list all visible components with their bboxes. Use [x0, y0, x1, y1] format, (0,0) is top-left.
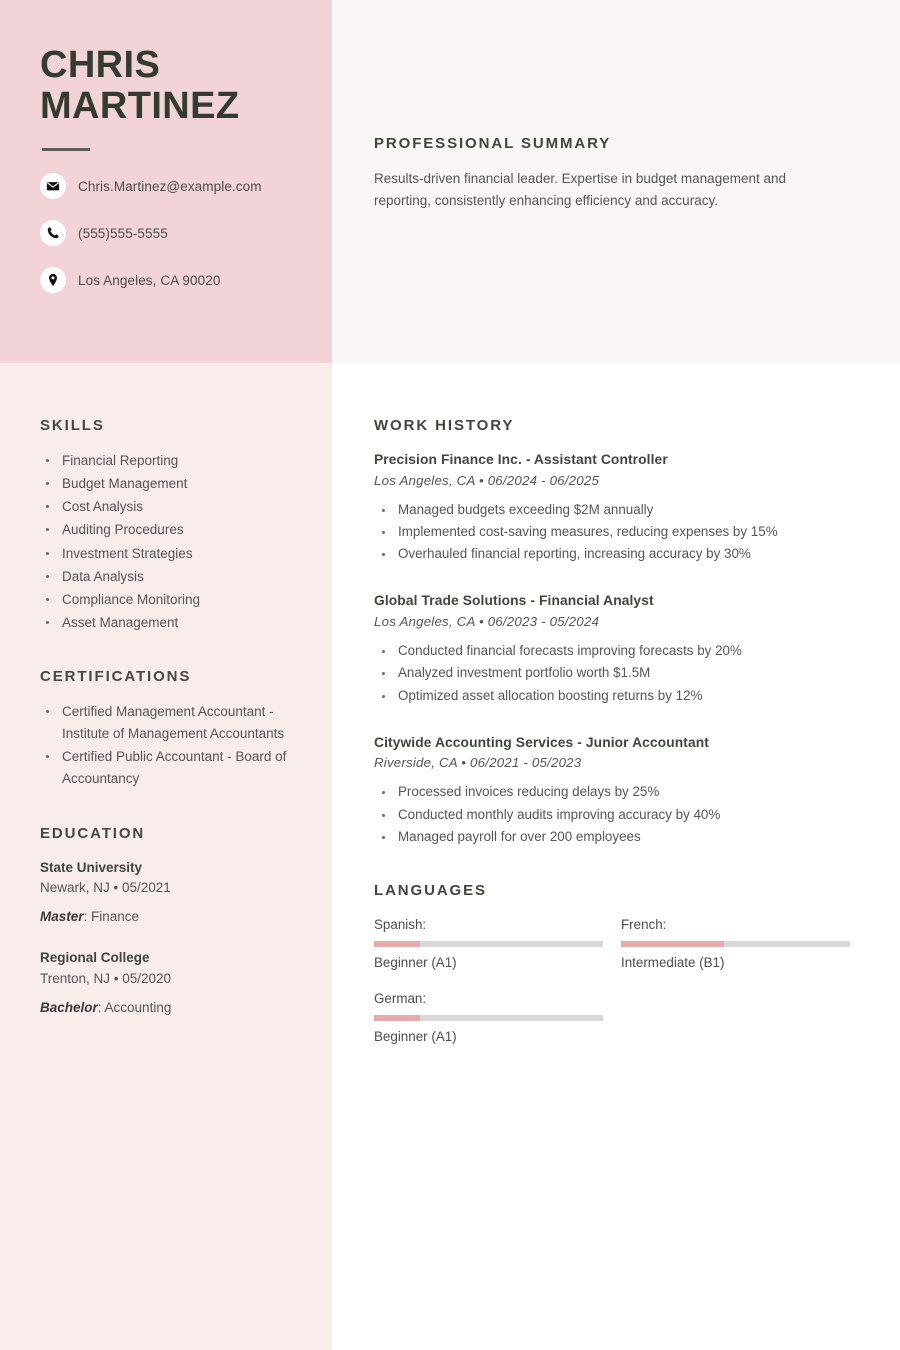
- summary-text: Results-driven financial leader. Expertise in budget management and reporting, consistently enhancing efficiency and accuracy.: [374, 171, 786, 208]
- education-section: [40, 825, 302, 1019]
- work-history-heading: WORK HISTORY: [374, 417, 515, 434]
- degree-field: : Finance: [83, 909, 140, 924]
- skills-section: [40, 417, 302, 634]
- list-item: Financial Reporting: [40, 450, 302, 472]
- languages-section: [374, 882, 848, 1047]
- contact-row-phone[interactable]: [40, 220, 298, 246]
- list-item: Certified Management Accountant - Institute of Management Accountants: [40, 701, 302, 745]
- education-school: State University: [40, 859, 143, 875]
- language-item-german: [374, 989, 604, 1047]
- job-meta: Los Angeles, CA • 06/2023 - 05/2024: [374, 614, 600, 630]
- list-item: Optimized asset allocation boosting returns by 12%: [374, 685, 848, 707]
- language-proficiency-fill: [621, 941, 724, 947]
- sidebar: [0, 363, 332, 1350]
- name-divider: [42, 148, 90, 151]
- education-heading: EDUCATION: [40, 824, 146, 842]
- work-history-entry: [374, 591, 848, 706]
- skills-list: [40, 450, 302, 634]
- page-title: [40, 45, 298, 126]
- certifications-section: [40, 668, 302, 791]
- contact-row-location[interactable]: [40, 267, 298, 293]
- languages-heading: LANGUAGES: [374, 882, 487, 900]
- languages-grid: [374, 915, 848, 1047]
- contact-row-email[interactable]: [40, 173, 298, 199]
- education-meta: Newark, NJ • 05/2021: [40, 879, 171, 895]
- list-item: Processed invoices reducing delays by 25%: [374, 781, 848, 803]
- email-value: Chris.Martinez@example.com: [78, 178, 262, 194]
- summary-heading: PROFESSIONAL SUMMARY: [374, 135, 612, 152]
- list-item: Managed payroll for over 200 employees: [374, 826, 848, 848]
- education-school: Regional College: [40, 950, 150, 966]
- list-item: Certified Public Accountant - Board of Accountancy: [40, 746, 302, 790]
- job-meta: Los Angeles, CA • 06/2024 - 06/2025: [374, 472, 600, 488]
- phone-value: (555)555-5555: [78, 225, 168, 241]
- degree-field: : Accounting: [97, 999, 172, 1015]
- list-item: Data Analysis: [40, 566, 302, 588]
- list-item: Compliance Monitoring: [40, 589, 302, 611]
- professional-summary-panel: [332, 0, 900, 363]
- language-proficiency-fill: [374, 1015, 420, 1021]
- list-item: Asset Management: [40, 612, 302, 634]
- certifications-heading: CERTIFICATIONS: [40, 668, 192, 685]
- work-history-entry: [374, 733, 848, 848]
- list-item: Auditing Procedures: [40, 519, 302, 541]
- language-item-french: [621, 915, 851, 973]
- education-entry: [40, 858, 302, 928]
- work-history-entry: [374, 450, 848, 565]
- language-level: Intermediate (B1): [621, 955, 725, 971]
- last-name: MARTINEZ: [40, 84, 240, 127]
- job-bullet-list: [374, 781, 848, 848]
- list-item: Investment Strategies: [40, 543, 302, 565]
- language-proficiency-track: [374, 1015, 603, 1021]
- envelope-icon: [40, 173, 66, 199]
- main-content: [332, 363, 900, 1350]
- skills-heading: SKILLS: [40, 417, 105, 434]
- header-identity-panel: [0, 0, 332, 363]
- education-degree: [40, 907, 302, 927]
- list-item: Cost Analysis: [40, 496, 302, 518]
- first-name: CHRIS: [40, 44, 161, 86]
- education-meta: Trenton, NJ • 05/2020: [40, 970, 172, 986]
- certifications-list: [40, 701, 302, 791]
- location-value: Los Angeles, CA 90020: [78, 272, 221, 288]
- list-item: Analyzed investment portfolio worth $1.5M: [374, 662, 848, 684]
- job-meta: Riverside, CA • 06/2021 - 05/2023: [374, 755, 582, 771]
- language-item-spanish: [374, 915, 604, 973]
- language-level: Beginner (A1): [374, 1029, 457, 1045]
- job-bullet-list: [374, 499, 848, 566]
- list-item: Implemented cost-saving measures, reducing expenses by 15%: [374, 521, 848, 543]
- list-item: Conducted financial forecasts improving forecasts by 20%: [374, 640, 848, 662]
- job-title: Citywide Accounting Services - Junior Accountant: [374, 734, 709, 750]
- contact-list: [40, 173, 298, 293]
- language-level: Beginner (A1): [374, 955, 457, 971]
- phone-icon: [40, 220, 66, 246]
- education-degree: [40, 998, 302, 1018]
- language-proficiency-track: [621, 941, 850, 947]
- degree-label: Master: [40, 909, 84, 924]
- language-name: German:: [374, 991, 427, 1007]
- language-proficiency-fill: [374, 941, 420, 947]
- list-item: Overhauled financial reporting, increasing accuracy by 30%: [374, 543, 848, 565]
- degree-label: Bachelor: [40, 999, 98, 1015]
- job-bullet-list: [374, 640, 848, 707]
- list-item: Managed budgets exceeding $2M annually: [374, 499, 848, 521]
- education-entry: [40, 948, 302, 1018]
- list-item: Budget Management: [40, 473, 302, 495]
- job-title: Global Trade Solutions - Financial Analyst: [374, 593, 654, 609]
- language-name: Spanish:: [374, 917, 427, 933]
- list-item: Conducted monthly audits improving accuracy by 40%: [374, 804, 848, 826]
- language-name: French:: [621, 917, 667, 933]
- job-title: Precision Finance Inc. - Assistant Controller: [374, 452, 668, 467]
- language-proficiency-track: [374, 941, 603, 947]
- location-pin-icon: [40, 267, 66, 293]
